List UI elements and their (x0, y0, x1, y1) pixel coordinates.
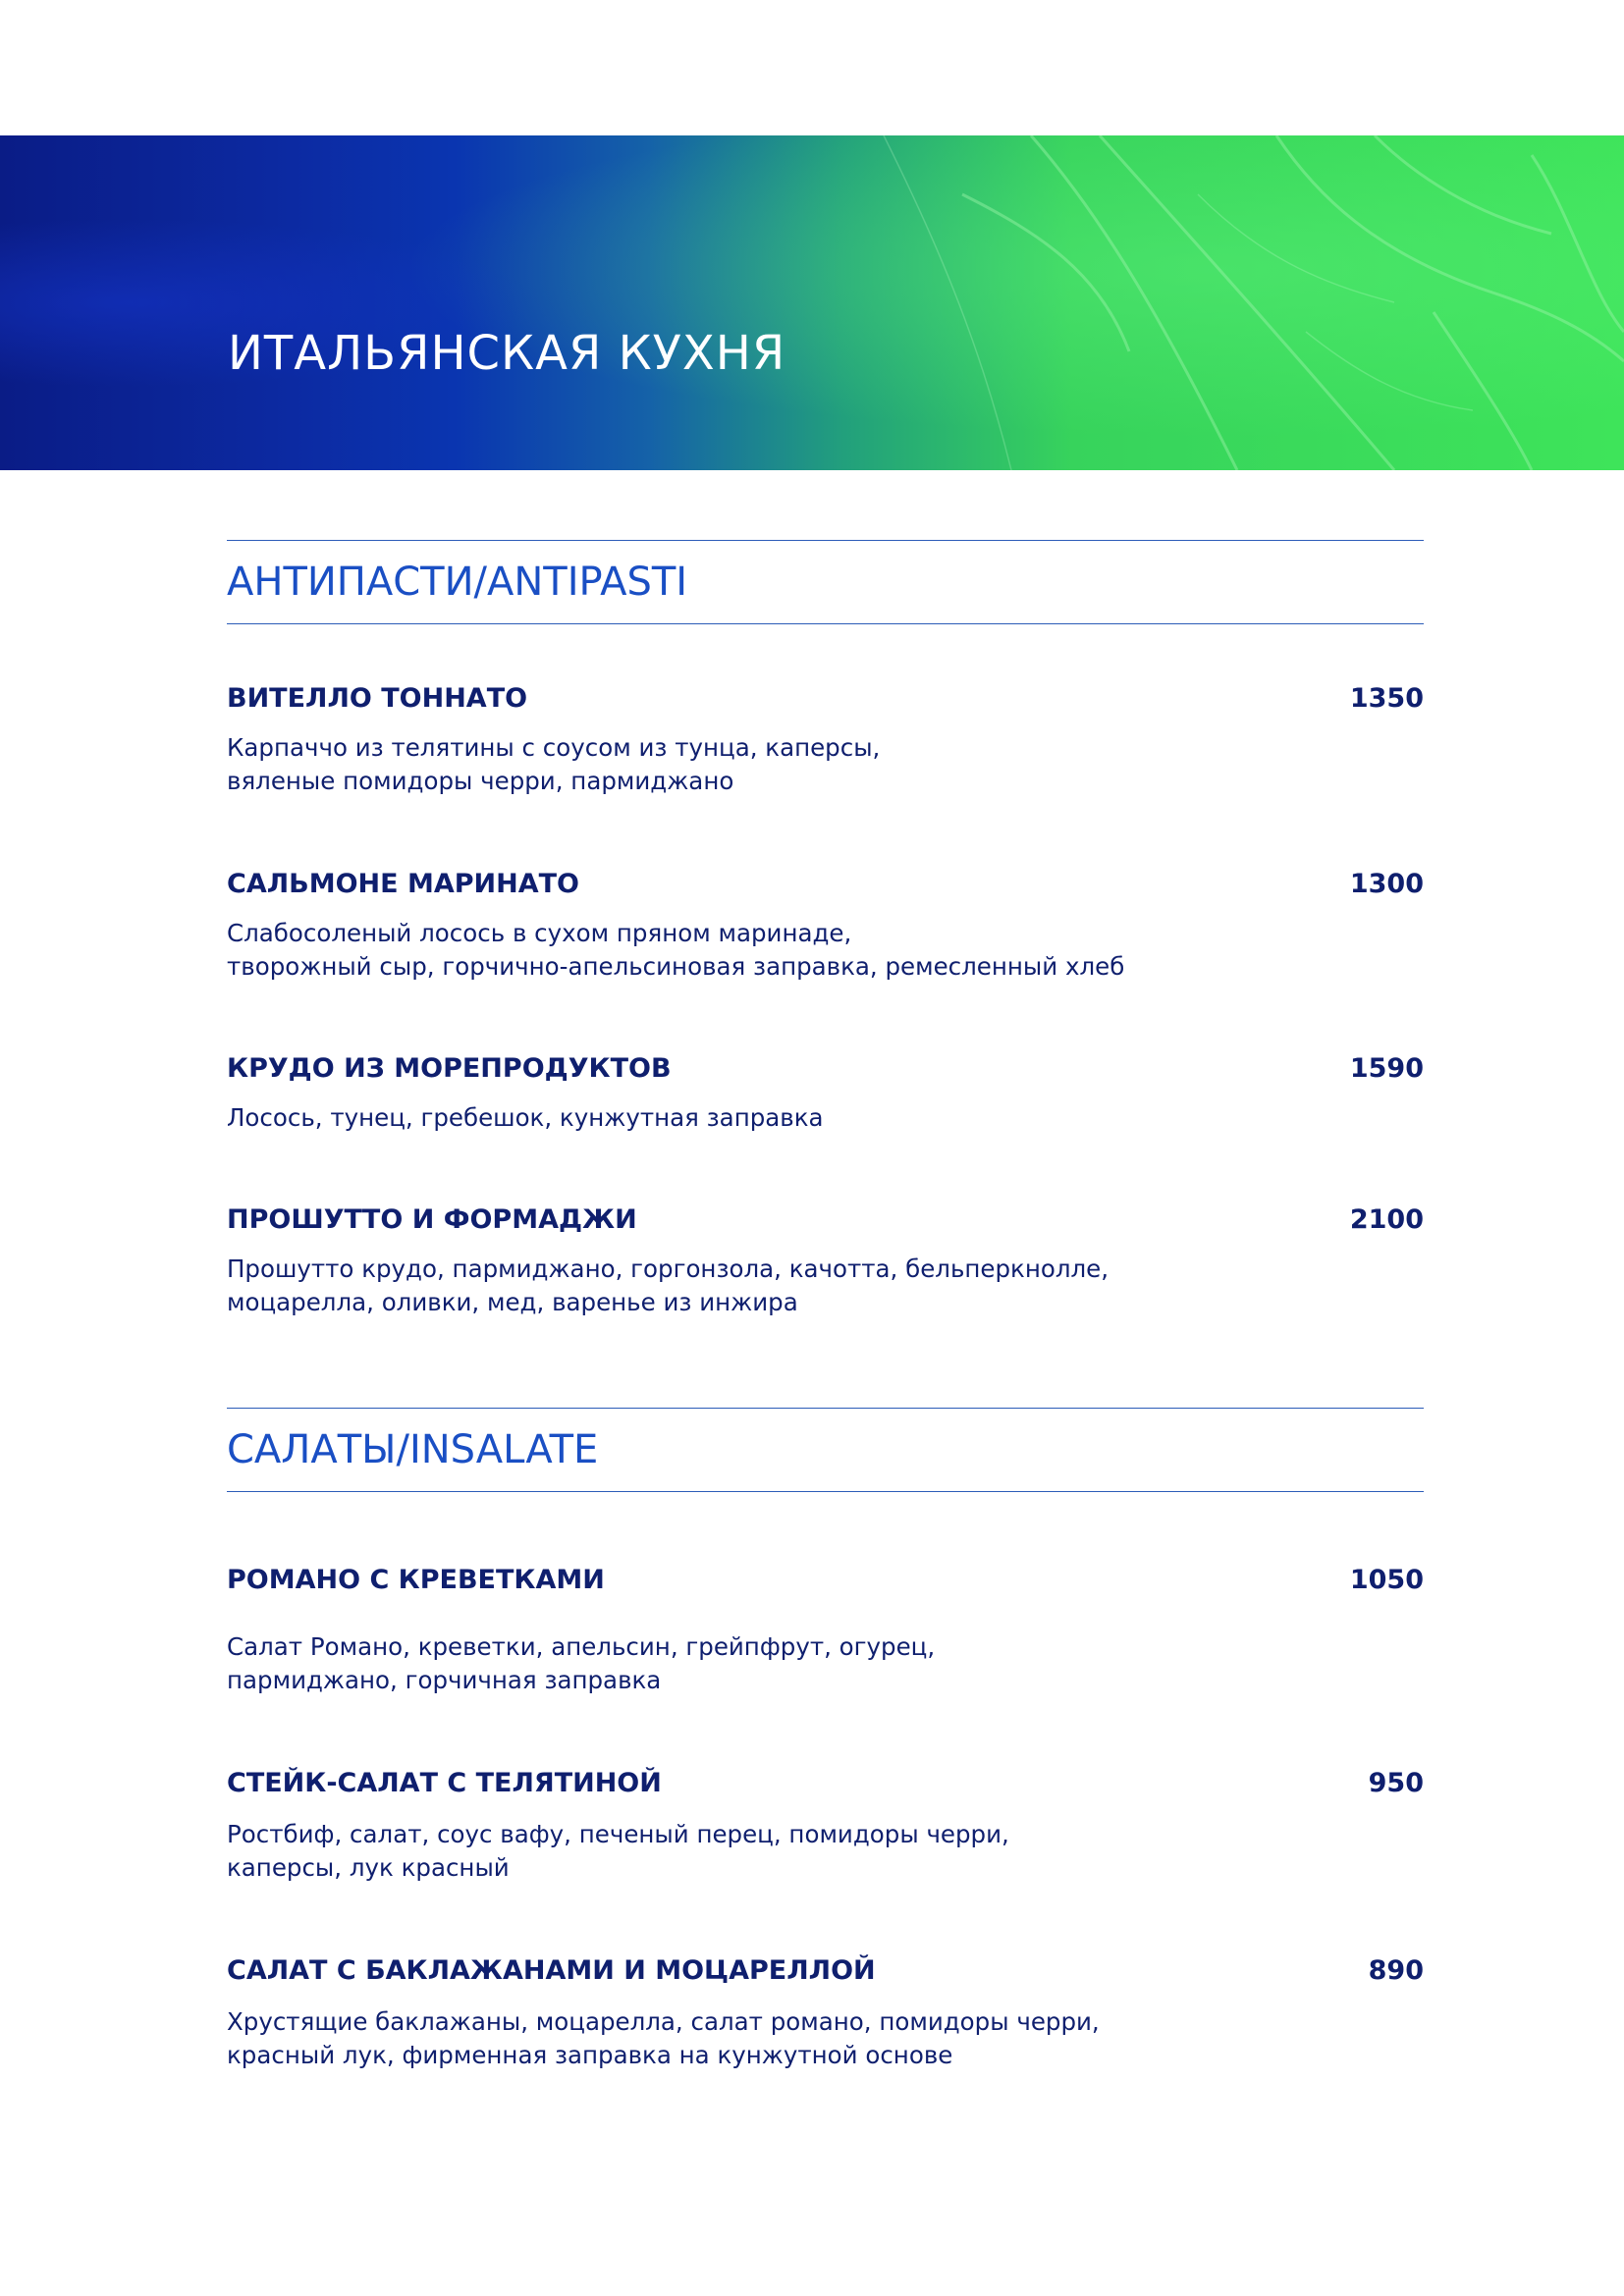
item-price: 950 (1368, 1768, 1424, 1798)
menu-content (227, 540, 1424, 2072)
item-description: Салат Романо, креветки, апельсин, грейпфрут, огурец, пармиджано, горчичная заправка (227, 1632, 936, 1694)
item-name: ПРОШУТТО И ФОРМАДЖИ (227, 1204, 637, 1235)
item-description: Карпаччо из телятины с соусом из тунца, каперсы, вяленые помидоры черри, пармиджано (227, 733, 881, 795)
item-price: 1590 (1349, 1053, 1424, 1084)
item-description: Хрустящие баклажаны, моцарелла, салат романо, помидоры черри, красный лук, фирменная заправка на кунжутной основе (227, 2007, 1100, 2069)
menu-item (227, 1055, 1424, 1135)
section-header-antipasti (227, 540, 1424, 624)
item-name: РОМАНО С КРЕВЕТКАМИ (227, 1565, 605, 1595)
item-name: САЛЬМОНЕ МАРИНАТО (227, 869, 579, 899)
item-name: ВИТЕЛЛО ТОННАТО (227, 683, 528, 714)
section-title: АНТИПАСТИ/ANTIPASTI (227, 560, 688, 605)
menu-item (227, 1206, 1424, 1319)
item-name: СТЕЙК-САЛАТ С ТЕЛЯТИНОЙ (227, 1768, 662, 1798)
item-price: 890 (1368, 1955, 1424, 1986)
item-description: Лосось, тунец, гребешок, кунжутная заправка (227, 1103, 824, 1132)
item-description: Прошутто крудо, пармиджано, горгонзола, качотта, бельперкнолле, моцарелла, оливки, мед, варенье из инжира (227, 1255, 1110, 1316)
item-name: САЛАТ С БАКЛАЖАНАМИ И МОЦАРЕЛЛОЙ (227, 1955, 876, 1986)
menu-item (227, 1567, 1424, 1697)
item-price: 1300 (1349, 869, 1424, 899)
header-banner (0, 135, 1624, 470)
leaf-background-image (0, 135, 1624, 470)
item-price: 2100 (1349, 1204, 1424, 1235)
menu-item (227, 1770, 1424, 1885)
page-title: ИТАЛЬЯНСКАЯ КУХНЯ (228, 326, 786, 381)
item-price: 1350 (1349, 683, 1424, 714)
section-header-insalate (227, 1408, 1424, 1492)
item-description: Ростбиф, салат, соус вафу, печеный перец, помидоры черри, каперсы, лук красный (227, 1820, 1009, 1882)
item-price: 1050 (1349, 1565, 1424, 1595)
item-name: КРУДО ИЗ МОРЕПРОДУКТОВ (227, 1053, 672, 1084)
menu-item (227, 685, 1424, 798)
menu-item (227, 1957, 1424, 2072)
section-title: САЛАТЫ/INSALATE (227, 1427, 599, 1472)
item-description: Слабосоленый лосось в сухом пряном маринаде, творожный сыр, горчично-апельсиновая заправка, ремесленный хлеб (227, 919, 1125, 981)
menu-item (227, 871, 1424, 984)
